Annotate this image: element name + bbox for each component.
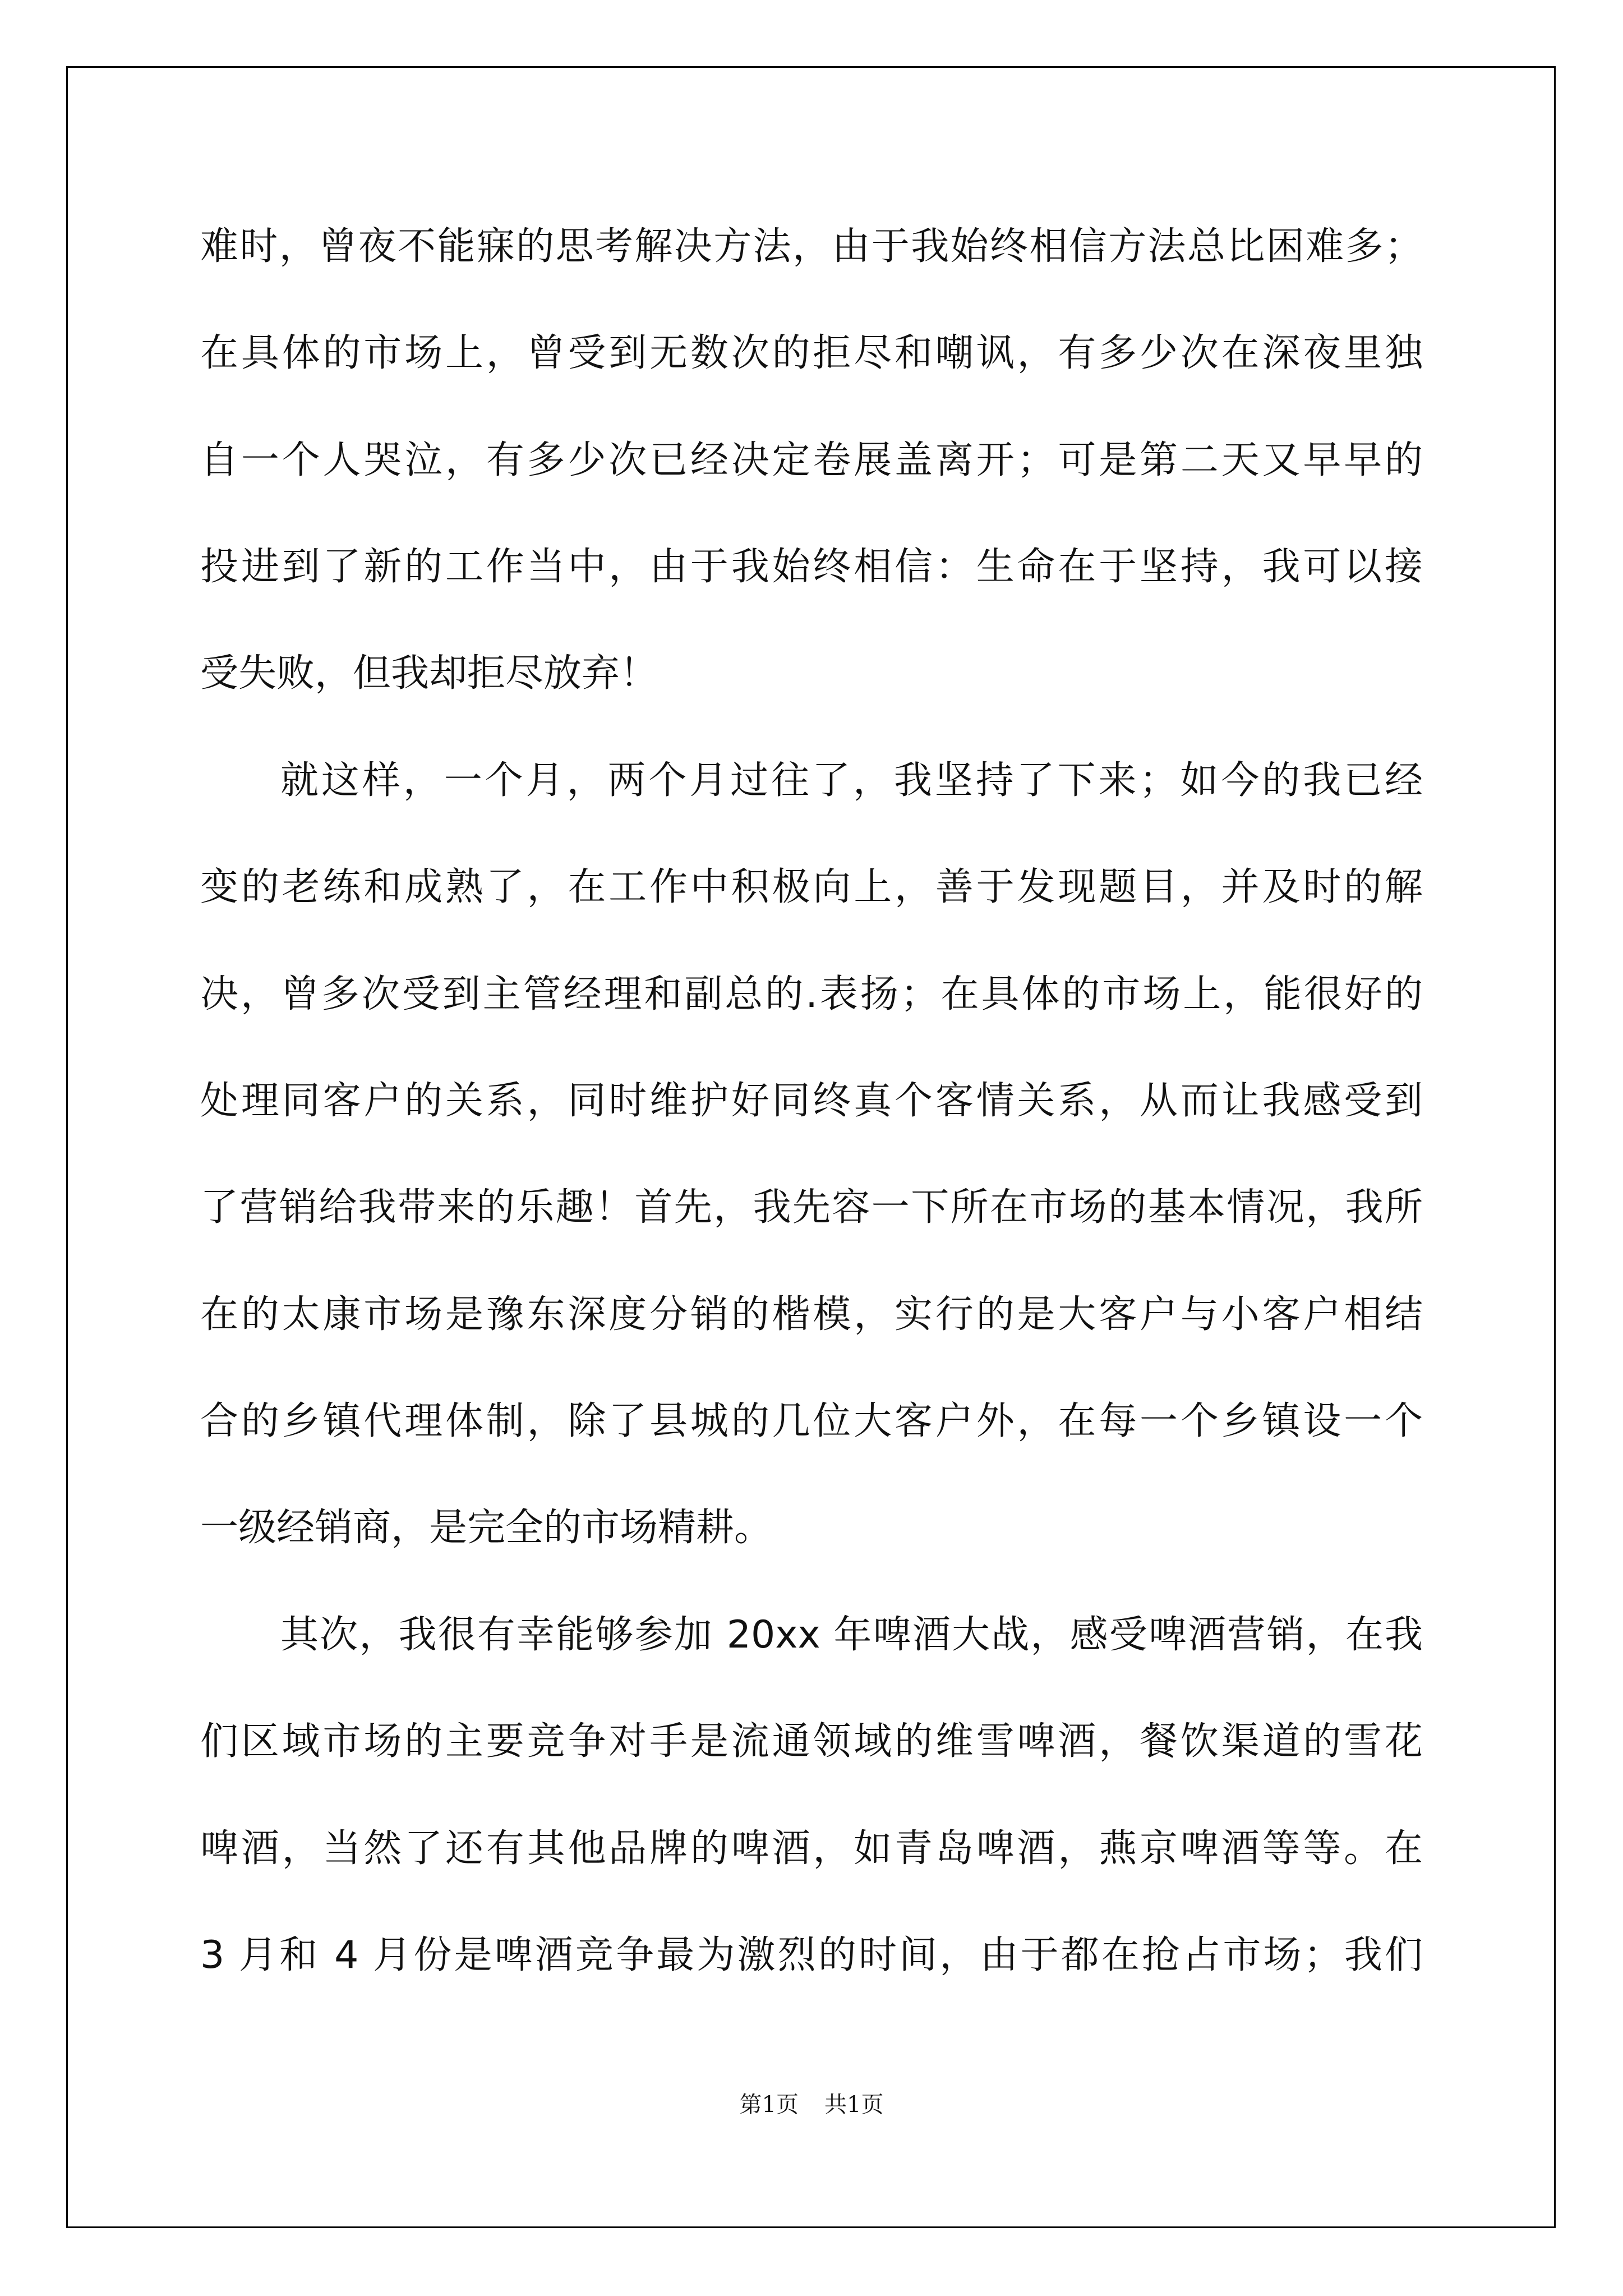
text-line-6: 就这样，一个月，两个月过往了，我坚持了下来；如今的我已经: [280, 758, 1423, 803]
page-border: [66, 66, 1556, 2228]
text-line-10: 了营销给我带来的乐趣！首先，我先容一下所在市场的基本情况，我所: [200, 1185, 1423, 1230]
text-line-3: 自一个人哭泣，有多少次已经决定卷展盖离开；可是第二天又早早的: [200, 438, 1423, 482]
text-line-2: 在具体的市场上，曾受到无数次的拒尽和嘲讽，有多少次在深夜里独: [200, 331, 1423, 375]
text-line-12: 合的乡镇代理体制，除了县城的几位大客户外，在每一个乡镇设一个: [200, 1399, 1423, 1443]
text-line-15: 们区域市场的主要竞争对手是流通领域的维雪啤酒，餐饮渠道的雪花: [200, 1719, 1423, 1764]
text-line-14: 其次，我很有幸能够参加 20xx 年啤酒大战，感受啤酒营销，在我: [280, 1613, 1423, 1657]
page-footer: [0, 2088, 1623, 2122]
text-line-13: 一级经销商，是完全的市场精耕。: [200, 1506, 773, 1550]
text-line-7: 变的老练和成熟了，在工作中积极向上，善于发现题目，并及时的解: [200, 865, 1423, 909]
text-line-4: 投进到了新的工作当中，由于我始终相信：生命在于坚持，我可以接: [200, 545, 1423, 589]
text-line-16: 啤酒，当然了还有其他品牌的啤酒，如青岛啤酒，燕京啤酒等等。在: [200, 1826, 1423, 1871]
text-line-5: 受失败，但我却拒尽放弃！: [200, 651, 658, 696]
text-line-17: 3 月和 4 月份是啤酒竞争最为激烈的时间，由于都在抢占市场；我们: [200, 1933, 1423, 1977]
text-line-8: 决，曾多次受到主管经理和副总的.表扬；在具体的市场上，能很好的: [200, 972, 1423, 1016]
text-line-1: 难时，曾夜不能寐的思考解决方法，由于我始终相信方法总比困难多；: [200, 224, 1423, 269]
text-line-11: 在的太康市场是豫东深度分销的楷模，实行的是大客户与小客户相结: [200, 1292, 1423, 1337]
page-number: 第1页: [739, 2092, 799, 2118]
text-line-9: 处理同客户的关系，同时维护好同终真个客情关系，从而让我感受到: [200, 1079, 1423, 1123]
total-pages: 共1页: [824, 2092, 884, 2118]
